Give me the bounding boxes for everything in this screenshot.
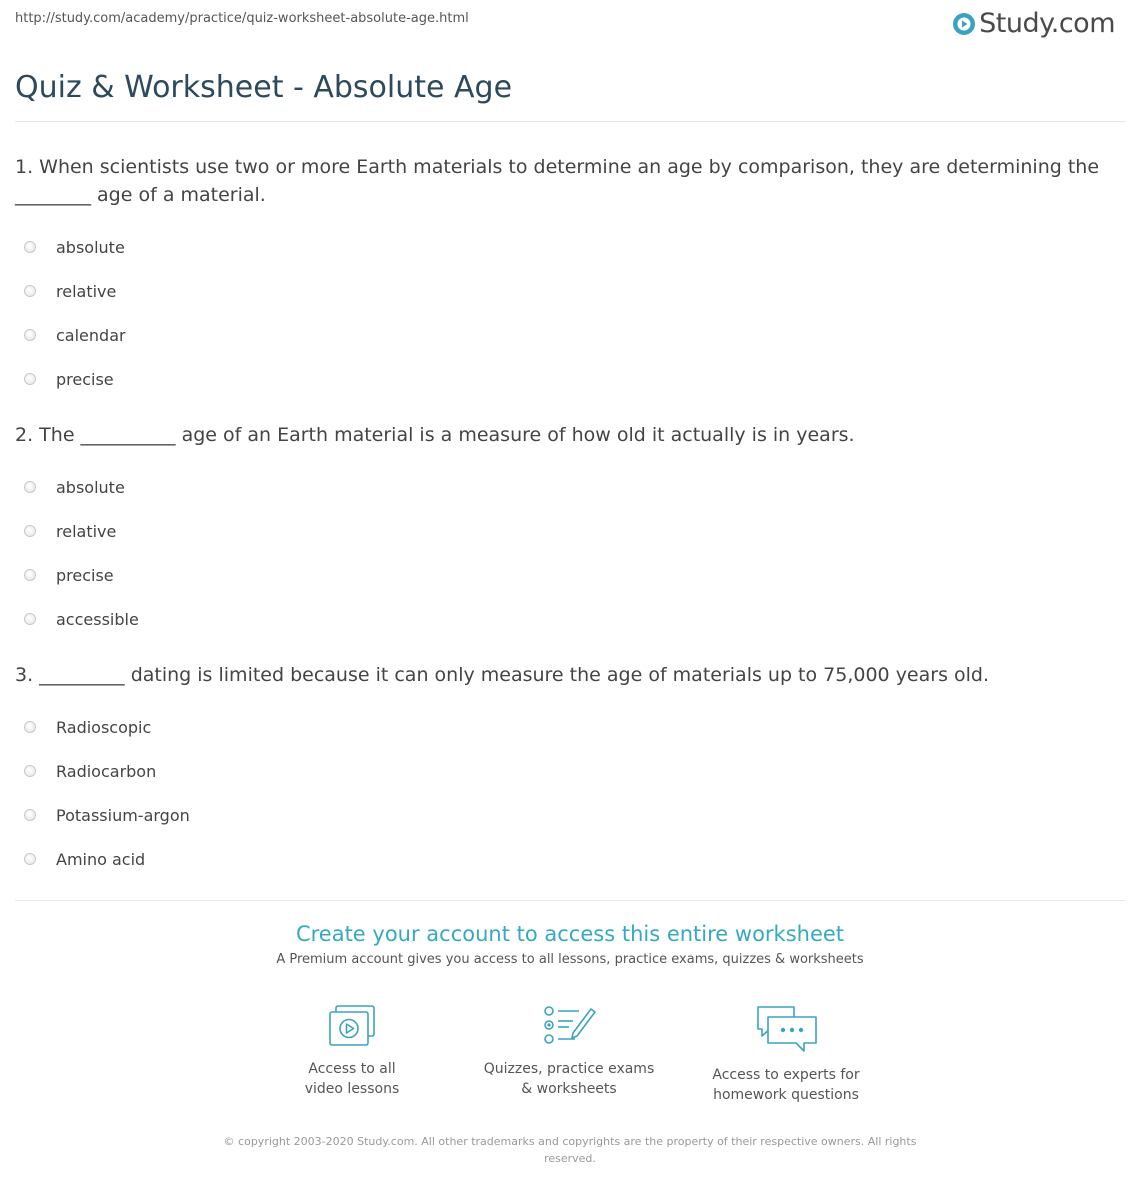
quiz-checklist-icon <box>541 1003 597 1049</box>
question-3 <box>15 661 1125 881</box>
answer-options <box>15 705 1125 881</box>
cta-divider <box>15 900 1125 901</box>
answer-option[interactable] <box>15 837 1125 881</box>
radio-button[interactable] <box>24 721 36 733</box>
radio-button[interactable] <box>24 329 36 341</box>
feature-label-line: video lessons <box>304 1081 400 1097</box>
question-text: 2. The __________ age of an Earth material is a measure of how old it actually is in years. <box>15 424 855 446</box>
chat-experts-icon <box>754 1003 818 1055</box>
cta-title-link[interactable]: Create your account to access this entire worksheet <box>295 922 845 946</box>
answer-option[interactable] <box>15 509 1125 553</box>
option-label: Amino acid <box>56 849 146 869</box>
feature-experts <box>696 1003 876 1105</box>
feature-label-line: homework questions <box>713 1087 859 1103</box>
option-label: accessible <box>56 609 139 629</box>
copyright-notice: © copyright 2003-2020 Study.com. All other trademarks and copyrights are the property of their respective owners. All rights reserved. <box>223 1135 917 1165</box>
radio-button[interactable] <box>24 765 36 777</box>
study-logo[interactable] <box>952 8 1115 39</box>
answer-options <box>15 465 1125 641</box>
cta-subtitle: A Premium account gives you access to all lessons, practice exams, quizzes & worksheets <box>276 952 864 967</box>
answer-option[interactable] <box>15 705 1125 749</box>
answer-option[interactable] <box>15 269 1125 313</box>
option-label: precise <box>56 565 114 585</box>
page-url: http://study.com/academy/practice/quiz-worksheet-absolute-age.html <box>15 11 469 26</box>
radio-button[interactable] <box>24 481 36 493</box>
option-label: absolute <box>56 237 125 257</box>
answer-option[interactable] <box>15 749 1125 793</box>
radio-button[interactable] <box>24 613 36 625</box>
option-label: precise <box>56 369 114 389</box>
radio-button[interactable] <box>24 569 36 581</box>
title-divider <box>15 121 1125 122</box>
answer-option[interactable] <box>15 793 1125 837</box>
feature-label-line: Access to experts for <box>712 1067 860 1083</box>
top-bar <box>0 0 1140 46</box>
question-2 <box>15 421 1125 641</box>
option-label: Radioscopic <box>56 717 152 737</box>
answer-options <box>15 225 1125 401</box>
feature-quizzes <box>479 1003 659 1099</box>
question-text: 3. _________ dating is limited because it can only measure the age of materials up to 75,000 years old. <box>15 664 990 686</box>
radio-button[interactable] <box>24 853 36 865</box>
play-logo-icon <box>952 12 976 36</box>
feature-label-line: Access to all <box>308 1061 396 1077</box>
question-text: 1. When scientists use two or more Earth materials to determine an age by comparison, they are determining the ________ age of a material. <box>15 156 1100 206</box>
answer-option[interactable] <box>15 465 1125 509</box>
feature-video-lessons <box>262 1003 442 1099</box>
video-lessons-icon <box>326 1003 378 1049</box>
radio-button[interactable] <box>24 373 36 385</box>
radio-button[interactable] <box>24 809 36 821</box>
answer-option[interactable] <box>15 225 1125 269</box>
answer-option[interactable] <box>15 357 1125 401</box>
page-title: Quiz & Worksheet - Absolute Age <box>15 70 513 105</box>
answer-option[interactable] <box>15 553 1125 597</box>
logo-text: Study.com <box>979 8 1115 39</box>
signup-cta <box>0 922 1140 967</box>
radio-button[interactable] <box>24 241 36 253</box>
option-label: relative <box>56 521 117 541</box>
radio-button[interactable] <box>24 525 36 537</box>
feature-label-line: & worksheets <box>521 1081 617 1097</box>
option-label: absolute <box>56 477 125 497</box>
option-label: Radiocarbon <box>56 761 157 781</box>
feature-label-line: Quizzes, practice exams <box>483 1061 655 1077</box>
option-label: relative <box>56 281 117 301</box>
answer-option[interactable] <box>15 597 1125 641</box>
answer-option[interactable] <box>15 313 1125 357</box>
option-label: calendar <box>56 325 126 345</box>
question-1 <box>15 153 1125 401</box>
premium-features <box>0 1003 1140 1113</box>
option-label: Potassium-argon <box>56 805 190 825</box>
radio-button[interactable] <box>24 285 36 297</box>
